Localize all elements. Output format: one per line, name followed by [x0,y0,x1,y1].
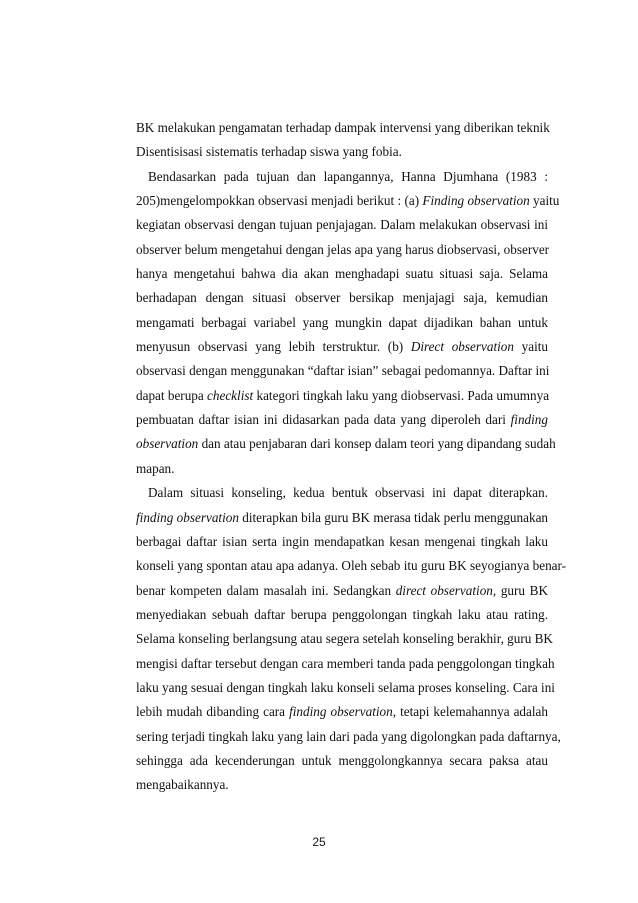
text-line: mengisi daftar tersebut dengan cara memberi tanda pada penggolongan tingkah [136,655,555,671]
text-line: observer belum mengetahui dengan jelas apa yang harus diobservasi, observer [136,241,550,257]
text-line: Dalam situasi konseling, kedua bentuk observasi ini dapat diterapkan. [148,485,548,501]
text-line: mapan. [136,460,175,476]
text-line: sering terjadi tingkah laku yang lain dari pada yang digolongkan pada daftarnya, [136,728,561,744]
text-line: kegiatan observasi dengan tujuan penjajagan. Dalam melakukan observasi ini [136,217,548,233]
text-line: Disentisisasi sistematis terhadap siswa yang fobia. [136,144,402,160]
page-number: 25 [312,835,326,849]
text-line: sehingga ada kecenderungan untuk menggolongkannya secara paksa atau [136,752,548,768]
text-line: menyusun observasi yang lebih terstruktur. (b) Direct observation yaitu [136,339,548,355]
body-text [136,116,567,798]
text-line: lebih mudah dibanding cara finding observation, tetapi kelemahannya adalah [136,704,548,720]
text-line: finding observation diterapkan bila guru BK merasa tidak perlu menggunakan [136,509,549,525]
text-line: mengabaikannya. [136,777,229,793]
text-line: observation dan atau penjabaran dari konsep dalam teori yang dipandang sudah [136,436,556,452]
text-line: menyediakan sebuah daftar berupa penggolongan tingkah laku atau rating. [136,606,548,622]
text-line: observasi dengan menggunakan “daftar isian” sebagai pedomannya. Daftar ini [136,363,550,379]
text-line: pembuatan daftar isian ini didasarkan pada data yang diperoleh dari finding [136,412,548,428]
text-line: BK melakukan pengamatan terhadap dampak intervensi yang diberikan teknik [136,120,550,135]
text-line: berhadapan dengan situasi observer bersikap menjajagi saja, kemudian [136,290,548,306]
text-line: dapat berupa checklist kategori tingkah laku yang diobservasi. Pada umumnya [136,387,550,403]
text-line: benar kompeten dalam masalah ini. Sedangkan direct observation, guru BK [136,582,548,598]
text-line: laku yang sesuai dengan tingkah laku konseli selama proses konseling. Cara ini [136,679,555,695]
text-line: hanya mengetahui bahwa dia akan menghadapi suatu situasi saja. Selama [136,266,548,282]
text-line: mengamati berbagai variabel yang mungkin dapat dijadikan bahan untuk [136,314,548,330]
text-line: 205)mengelompokkan observasi menjadi berikut : (a) Finding observation yaitu [136,193,560,209]
text-line: konseli yang spontan atau apa adanya. Oleh sebab itu guru BK seyogianya benar- [136,558,567,574]
text-line: Bendasarkan pada tujuan dan lapangannya, Hanna Djumhana (1983 : [148,168,548,184]
text-line: Selama konseling berlangsung atau segera setelah konseling berakhir, guru BK [136,631,553,647]
text-line: berbagai daftar isian serta ingin mendapatkan kesan mengenai tingkah laku [136,533,548,549]
